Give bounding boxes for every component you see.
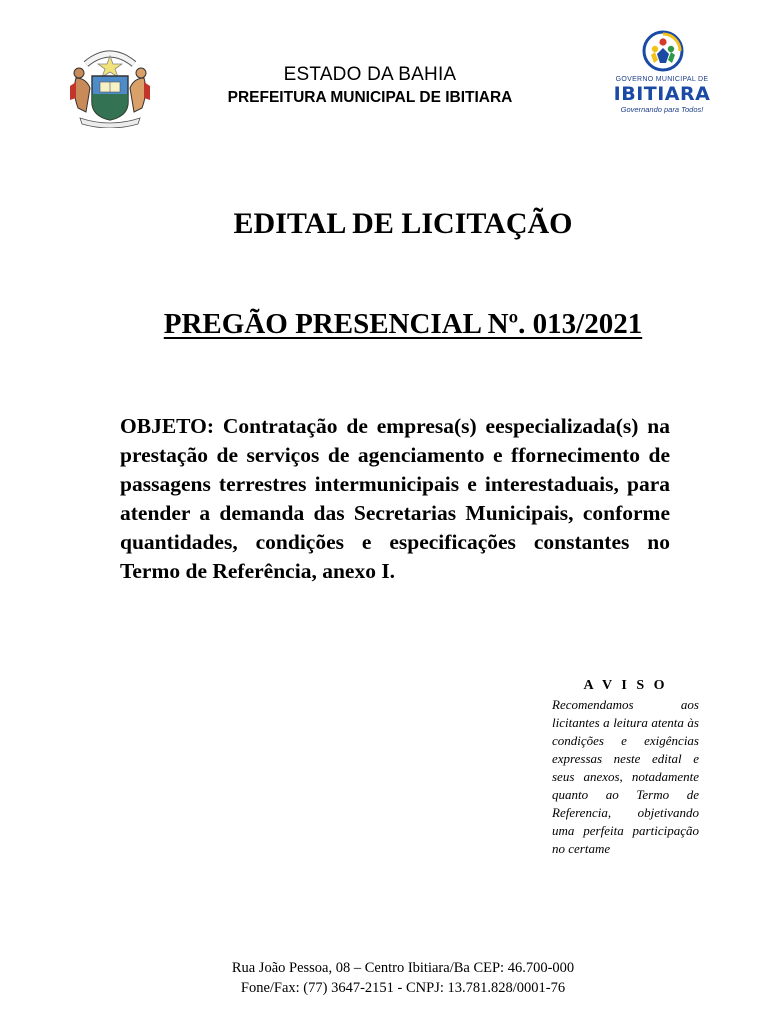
pregao-title: [0, 306, 770, 342]
ibitiara-emblem-icon: [642, 30, 684, 72]
logo-brand-name: IBITIARA: [613, 83, 711, 105]
letterhead: [200, 64, 540, 108]
aviso-box: [552, 677, 699, 858]
document-title: EDITAL DE LICITAÇÃO: [233, 207, 573, 240]
state-coat-of-arms-icon: [64, 42, 156, 128]
header-state-name: ESTADO DA BAHIA: [283, 64, 457, 85]
footer-contact: Fone/Fax: (77) 3647-2151 - CNPJ: 13.781.828/0001-76: [240, 980, 566, 996]
footer: [0, 958, 770, 998]
header-prefeitura-name: PREFEITURA MUNICIPAL DE IBITIARA: [227, 89, 513, 106]
logo-tagline: Governando para Todos!: [620, 105, 704, 114]
logo-government-line: GOVERNO MUNICIPAL DE: [615, 76, 709, 83]
pregao-number: PREGÃO PRESENCIAL Nº. 013/2021: [163, 308, 643, 340]
footer-address: Rua João Pessoa, 08 – Centro Ibitiara/Ba CEP: 46.700-000: [231, 960, 575, 976]
aviso-title: A V I S O: [583, 678, 668, 693]
objeto-paragraph: OBJETO: Contratação de empresa(s) eespecializada(s) na prestação de serviços de agenciamento e ffornecimento de passagens terrestres intermunicipais e interestaduais, para atender a demanda das Secretarias Municipais, conforme quantidades, condições e especificações constantes no Termo de Referência, anexo I.: [120, 414, 670, 583]
ibitiara-logo: [612, 30, 712, 114]
aviso-text: Recomendamos aos licitantes a leitura atenta às condições e exigências expressas neste edital e seus anexos, notadamente quanto ao Termo de Referencia, objetivando uma perfeita participação no certame: [552, 697, 699, 856]
